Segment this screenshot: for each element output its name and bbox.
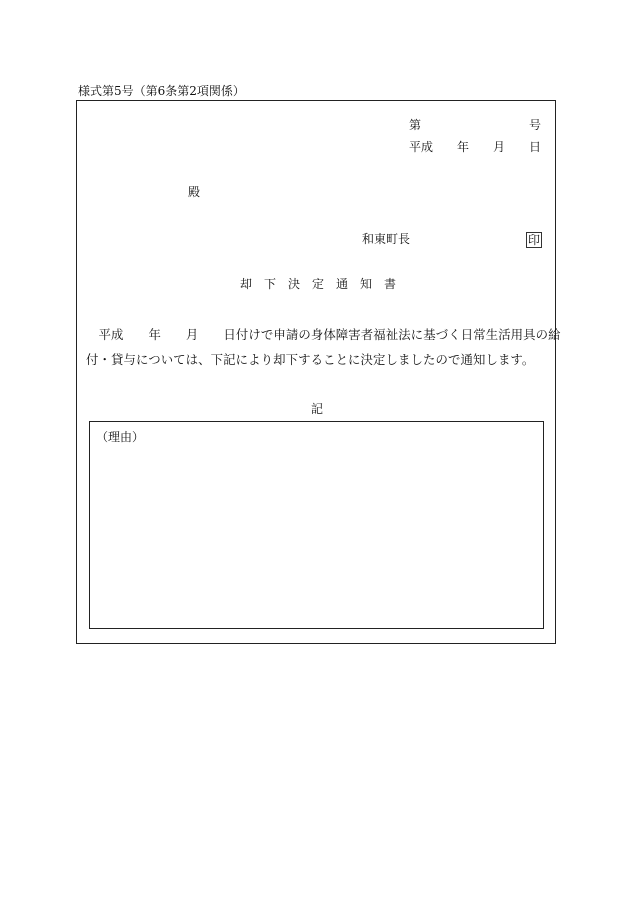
document-number-prefix: 第 [409, 118, 422, 132]
body-line: 平成 年 月 日付けで申請の身体障害者福祉法に基づく日常生活用具の給 [86, 327, 561, 342]
date-era: 平成 [409, 140, 434, 154]
body-paragraph [86, 322, 561, 372]
ki-heading: 記 [311, 402, 324, 416]
seal-stamp: 印 [528, 233, 541, 247]
document-title: 却下決定通知書 [240, 277, 409, 291]
document-number-suffix: 号 [529, 118, 542, 132]
issuer-name: 和東町長 [362, 232, 411, 246]
reason-box [89, 421, 544, 629]
date-month-label: 月 [493, 140, 506, 154]
form-number: 様式第5号（第6条第2項関係） [78, 84, 245, 98]
body-line: 付・貸与については、下記により却下することに決定しましたので通知します。 [86, 352, 535, 367]
date-day-label: 日 [529, 140, 542, 154]
addressee-honorific: 殿 [188, 185, 201, 199]
date-year-label: 年 [457, 140, 470, 154]
reason-label: （理由） [96, 430, 145, 444]
